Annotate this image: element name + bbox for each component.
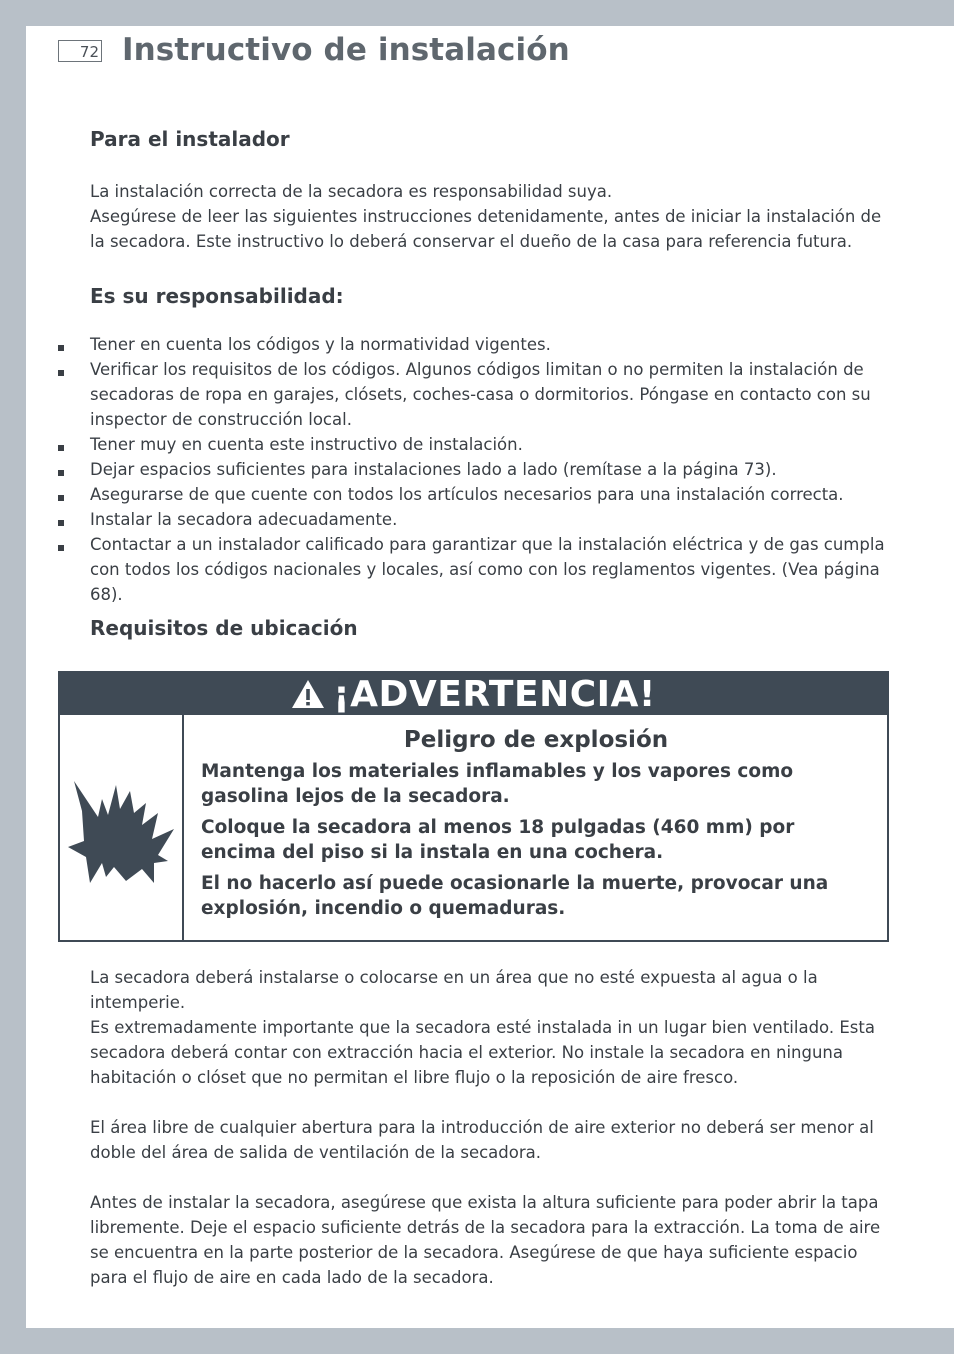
responsibility-heading: Es su responsabilidad: bbox=[90, 284, 344, 308]
warning-header bbox=[60, 673, 887, 715]
body-paragraph: Antes de instalar la secadora, asegúrese que exista la altura suficiente para poder abrir la tapa libremente. Deje el espacio suficiente detrás de la secadora para la extracción. La toma de aire se encuentra en la parte posterior de la secadora. Asegúrese de que haya suficiente espacio para el flujo de aire en cada lado de la secadora. bbox=[90, 1193, 881, 1287]
installer-line: La instalación correcta de la secadora es responsabilidad suya. bbox=[90, 182, 613, 201]
warning-text: El no hacerlo así puede ocasionarle la muerte, provocar una explosión, incendio o quemaduras. bbox=[201, 873, 829, 919]
square-bullet-icon bbox=[58, 495, 64, 501]
warning-subtitle: Peligro de explosión bbox=[403, 727, 669, 753]
square-bullet-icon bbox=[58, 345, 64, 351]
list-item bbox=[58, 532, 898, 607]
page bbox=[26, 26, 954, 1328]
warning-text: Mantenga los materiales inflamables y los vapores como gasolina lejos de la secadora. bbox=[201, 761, 794, 807]
list-item-text: Dejar espacios suficientes para instalaciones lado a lado (remítase a la página 73). bbox=[90, 460, 777, 479]
installer-heading: Para el instalador bbox=[90, 127, 290, 151]
square-bullet-icon bbox=[58, 370, 64, 376]
list-item-text: Tener muy en cuenta este instructivo de instalación. bbox=[90, 435, 523, 454]
warning-icon-cell bbox=[60, 715, 184, 940]
list-item bbox=[58, 457, 898, 482]
warning-body bbox=[60, 715, 887, 940]
list-item bbox=[58, 482, 898, 507]
list-item-text: Contactar a un instalador calificado para garantizar que la instalación eléctrica y de gas cumpla con todos los códigos nacionales y locales, así como con los reglamentos vigentes. (Vea página 68). bbox=[90, 535, 885, 604]
square-bullet-icon bbox=[58, 445, 64, 451]
body-paragraph: El área libre de cualquier abertura para la introducción de aire exterior no deberá ser menor al doble del área de salida de ventilación de la secadora. bbox=[90, 1118, 874, 1162]
body-paragraph: La secadora deberá instalarse o colocarse en un área que no esté expuesta al agua o la intemperie. bbox=[90, 968, 818, 1012]
list-item-text: Verificar los requisitos de los códigos. Algunos códigos limitan o no permiten la instalación de secadoras de ropa en garajes, clósets, coches-casa o dormitorios. Póngase en contacto con su inspector de construcción local. bbox=[90, 360, 871, 429]
page-title: Instructivo de instalación bbox=[122, 32, 570, 68]
location-heading: Requisitos de ubicación bbox=[90, 616, 358, 640]
warning-title: ¡ADVERTENCIA! bbox=[333, 673, 656, 715]
list-item bbox=[58, 357, 898, 432]
body-paragraph: Es extremadamente importante que la secadora esté instalada in un lugar bien ventilado. Esta secadora deberá contar con extracción hacia el exterior. No instale la secadora en ninguna habitación o clóset que no permitan el libre flujo o la reposición de aire fresco. bbox=[90, 1018, 875, 1087]
square-bullet-icon bbox=[58, 470, 64, 476]
list-item-text: Asegurarse de que cuente con todos los artículos necesarios para una instalación correcta. bbox=[90, 485, 844, 504]
installer-line: Asegúrese de leer las siguientes instrucciones detenidamente, antes de iniciar la instalación de la secadora. Este instructivo lo deberá conservar el dueño de la casa para referencia futura. bbox=[90, 207, 882, 251]
warning-text: Coloque la secadora al menos 18 pulgadas (460 mm) por encima del piso si la instala en una cochera. bbox=[201, 817, 795, 863]
square-bullet-icon bbox=[58, 545, 64, 551]
square-bullet-icon bbox=[58, 520, 64, 526]
warning-box bbox=[58, 671, 889, 942]
list-item-text: Tener en cuenta los códigos y la normatividad vigentes. bbox=[90, 335, 551, 354]
list-item bbox=[58, 432, 898, 457]
warning-triangle-icon bbox=[291, 679, 325, 709]
explosion-icon bbox=[68, 777, 174, 883]
responsibility-list bbox=[58, 332, 898, 607]
installer-text bbox=[90, 179, 900, 254]
list-item-text: Instalar la secadora adecuadamente. bbox=[90, 510, 398, 529]
list-item bbox=[58, 332, 898, 357]
warning-content bbox=[201, 727, 871, 927]
page-number: 72 bbox=[58, 40, 102, 62]
list-item bbox=[58, 507, 898, 532]
